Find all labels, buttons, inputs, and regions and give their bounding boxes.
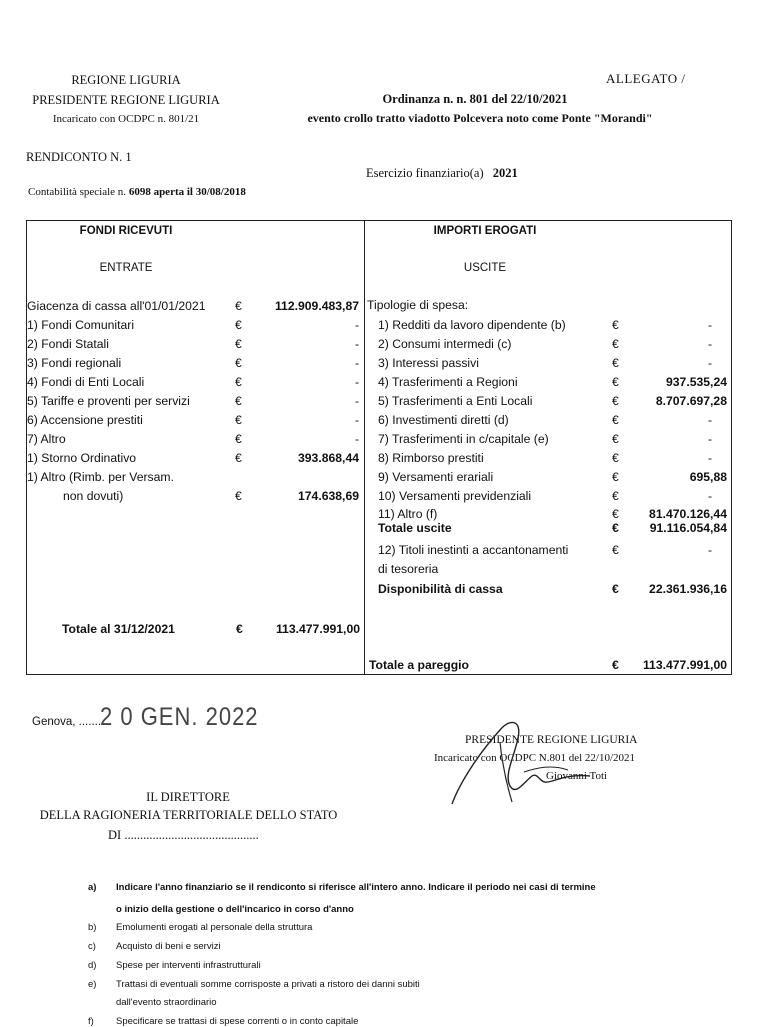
entrate-label: Giacenza di cassa all'01/01/2021 <box>27 299 206 313</box>
entrate-label: 4) Fondi di Enti Locali <box>27 375 145 389</box>
uscite-label: 2) Consumi intermedi (c) <box>378 337 512 351</box>
totale-uscite-value: 91.116.054,84 <box>649 521 727 535</box>
direttore-line1: IL DIRETTORE <box>146 790 230 804</box>
uscite-label: 7) Trasferimenti in c/capitale (e) <box>378 432 549 446</box>
entrate-currency: € <box>235 337 242 351</box>
uscite-row <box>378 450 728 466</box>
president-name: Giovanni Toti <box>546 770 608 782</box>
uscite-value: 8.707.697,28 <box>655 394 727 408</box>
entrate-value: 174.638,69 <box>298 489 359 503</box>
genova-label: Genova, .......... <box>32 716 111 728</box>
entrate-currency: € <box>235 318 242 332</box>
uscite-label: 11) Altro (f) <box>378 507 438 521</box>
entrate-row <box>27 298 361 314</box>
uscite-value: 81.470.126,44 <box>649 507 727 521</box>
entrate-row <box>27 431 361 447</box>
entrate-currency: € <box>235 432 242 446</box>
uscite-row <box>378 469 728 485</box>
allegato-label: ALLEGATO / <box>606 71 686 86</box>
uscite-currency: € <box>612 432 619 446</box>
entrate-value: 112.909.483,87 <box>274 299 359 313</box>
uscite-label: 1) Redditi da lavoro dipendente (b) <box>378 318 566 332</box>
footnote-key: d) <box>88 960 97 971</box>
uscite-currency: € <box>612 375 619 389</box>
entrate-value: - <box>354 356 359 370</box>
disponibilita-label: Disponibilità di cassa <box>378 582 503 596</box>
entrate-row <box>27 450 361 466</box>
president-line2: Incaricato con OCDPC N.801 del 22/10/2021 <box>434 752 636 764</box>
uscite-currency: € <box>612 451 619 465</box>
header-region: REGIONE LIGURIA <box>71 73 181 87</box>
entrate-currency: € <box>235 375 242 389</box>
entrate-row <box>27 374 361 390</box>
uscite-label: 4) Trasferimenti a Regioni <box>378 375 518 389</box>
rendiconto-table <box>26 220 732 675</box>
totale-left-currency: € <box>236 622 243 636</box>
date-stamp: 2 0 GEN. 2022 <box>100 702 259 731</box>
uscite-currency: € <box>612 489 619 503</box>
ordinanza-title: Ordinanza n. n. 801 del 22/10/2021 <box>382 92 568 106</box>
contabilita-prefix: Contabilità speciale n. <box>28 186 127 198</box>
entrate-currency: € <box>235 451 242 465</box>
uscite-value: - <box>707 413 712 427</box>
uscite-row <box>378 355 728 371</box>
fondi-ricevuti-title: FONDI RICEVUTI <box>79 225 173 237</box>
esercizio-year: 2021 <box>492 166 518 180</box>
esercizio-text: Esercizio finanziario(a) <box>366 166 484 180</box>
uscite-currency: € <box>612 394 619 408</box>
titoli-line2: di tesoreria <box>378 562 439 576</box>
footnote-key: a) <box>88 882 97 893</box>
entrate-value: - <box>354 375 359 389</box>
uscite-row <box>378 317 728 333</box>
entrate-label: 2) Fondi Statali <box>27 337 109 351</box>
entrate-value: - <box>354 394 359 408</box>
entrate-row <box>27 469 361 485</box>
entrate-row <box>27 412 361 428</box>
totale-uscite-currency: € <box>612 521 619 535</box>
uscite-value: 695,88 <box>689 470 727 484</box>
entrate-row <box>27 488 361 504</box>
entrate-row <box>27 355 361 371</box>
header-president: PRESIDENTE REGIONE LIGURIA <box>32 93 220 107</box>
entrate-value: - <box>354 432 359 446</box>
footnote-key: f) <box>88 1016 94 1027</box>
esercizio-label <box>366 166 518 181</box>
uscite-row <box>378 506 728 522</box>
uscite-currency: € <box>612 356 619 370</box>
entrate-label: 1) Altro (Rimb. per Versam. <box>27 470 174 484</box>
entrate-label: 1) Fondi Comunitari <box>27 318 135 332</box>
contabilita-number: 6098 aperta il 30/08/2018 <box>128 186 246 198</box>
entrate-value: - <box>354 318 359 332</box>
uscite-currency: € <box>612 413 619 427</box>
uscite-row <box>378 412 728 428</box>
entrate-label: 6) Accensione prestiti <box>27 413 143 427</box>
direttore-line2: DELLA RAGIONERIA TERRITORIALE DELLO STATO <box>39 808 338 822</box>
footnote-text: dall'evento straordinario <box>116 997 217 1008</box>
footnote-text: Trattasi di eventuali somme corrisposte a privati a ristoro dei danni subiti <box>116 979 420 990</box>
titoli-line1: 12) Titoli inestinti a accantonamenti <box>378 543 569 557</box>
uscite-currency: € <box>612 507 619 521</box>
uscite-value: - <box>707 489 712 503</box>
uscite-row <box>378 336 728 352</box>
entrate-row <box>27 393 361 409</box>
totale-left-label: Totale al 31/12/2021 <box>62 622 175 636</box>
uscite-row <box>378 374 728 390</box>
footnote-text: Specificare se trattasi di spese correnti o in conto capitale <box>116 1016 359 1027</box>
footnote-key: e) <box>88 979 97 990</box>
president-line1: PRESIDENTE REGIONE LIGURIA <box>465 734 638 746</box>
footnote-text: o inizio della gestione o dell'incarico in corso d'anno <box>116 904 354 915</box>
entrate-row <box>27 336 361 352</box>
disponibilita-currency: € <box>612 582 619 596</box>
uscite-label: 5) Trasferimenti a Enti Locali <box>378 394 533 408</box>
uscite-value: - <box>707 318 712 332</box>
entrate-value: - <box>354 337 359 351</box>
entrate-label: non dovuti) <box>63 489 124 503</box>
uscite-label: 10) Versamenti previdenziali <box>378 489 532 503</box>
uscite-row <box>378 393 728 409</box>
uscite-label: 3) Interessi passivi <box>378 356 479 370</box>
pareggio-value: 113.477.991,00 <box>642 658 727 672</box>
evento-title: evento crollo tratto viadotto Polcevera noto come Ponte "Morandi" <box>307 111 653 125</box>
uscite-value: 937.535,24 <box>666 375 727 389</box>
tipologie-label: Tipologie di spesa: <box>367 298 469 312</box>
entrate-value: - <box>354 413 359 427</box>
uscite-label: 9) Versamenti erariali <box>378 470 494 484</box>
entrate-row <box>27 317 361 333</box>
importi-erogati-title: IMPORTI EROGATI <box>433 225 537 237</box>
uscite-subtitle: USCITE <box>463 262 507 274</box>
header-incaricato: Incaricato con OCDPC n. 801/21 <box>52 113 200 125</box>
signature-icon <box>440 712 620 812</box>
titoli-value: - <box>707 543 712 557</box>
rendiconto-label: RENDICONTO N. 1 <box>26 150 132 164</box>
uscite-row <box>378 488 728 504</box>
footnote-key: c) <box>88 941 96 952</box>
uscite-currency: € <box>612 337 619 351</box>
entrate-label: 7) Altro <box>27 432 66 446</box>
uscite-currency: € <box>612 470 619 484</box>
uscite-value: - <box>707 451 712 465</box>
entrate-currency: € <box>235 413 242 427</box>
entrate-label: 3) Fondi regionali <box>27 356 122 370</box>
contabilita-line <box>28 186 246 198</box>
footnote-text: Acquisto di beni e servizi <box>116 941 221 952</box>
entrate-label: 5) Tariffe e proventi per servizi <box>27 394 190 408</box>
pareggio-currency: € <box>612 658 619 672</box>
uscite-value: - <box>707 356 712 370</box>
uscite-value: - <box>707 337 712 351</box>
uscite-currency: € <box>612 318 619 332</box>
direttore-line3: DI ........................................... <box>108 828 259 842</box>
titoli-currency: € <box>612 543 619 557</box>
footnote-text: Emolumenti erogati al personale della struttura <box>116 922 313 933</box>
entrate-label: 1) Storno Ordinativo <box>27 451 137 465</box>
footnote-key: b) <box>88 922 97 933</box>
uscite-label: 6) Investimenti diretti (d) <box>378 413 509 427</box>
entrate-currency: € <box>235 489 242 503</box>
entrate-value: 393.868,44 <box>298 451 359 465</box>
entrate-currency: € <box>235 299 242 313</box>
pareggio-label: Totale a pareggio <box>369 658 469 672</box>
totale-left-value: 113.477.991,00 <box>275 622 360 636</box>
uscite-row <box>378 431 728 447</box>
footnote-text: Indicare l'anno finanziario se il rendiconto si riferisce all'intero anno. Indicare il periodo nei casi di termine <box>116 882 596 893</box>
table-column-divider <box>364 220 365 675</box>
entrate-currency: € <box>235 356 242 370</box>
uscite-value: - <box>707 432 712 446</box>
entrate-subtitle: ENTRATE <box>99 262 153 274</box>
uscite-label: 8) Rimborso prestiti <box>378 451 484 465</box>
footnote-text: Spese per interventi infrastrutturali <box>116 960 261 971</box>
entrate-currency: € <box>235 394 242 408</box>
totale-uscite-label: Totale uscite <box>378 521 452 535</box>
disponibilita-value: 22.361.936,16 <box>649 582 727 596</box>
